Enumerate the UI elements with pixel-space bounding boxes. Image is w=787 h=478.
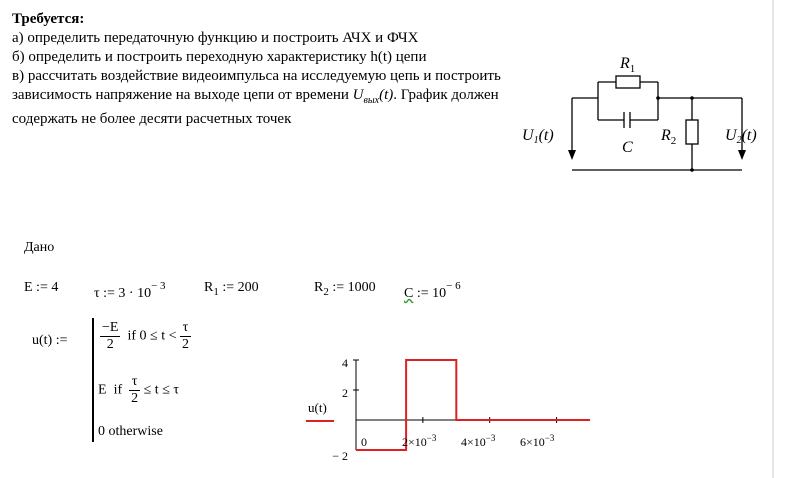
given-label: Дано [24, 240, 55, 255]
task-item-b: б) определить и построить переходную характеристику h(t) цепи [12, 49, 427, 65]
task-heading: Требуется: [12, 11, 85, 27]
ytick-neg2: − 2 [332, 449, 348, 463]
capacitor-label: C [622, 139, 633, 156]
output-arrow-icon [738, 150, 746, 160]
task-item-c [12, 67, 517, 129]
given-c: C := $10^{- 6}$ [404, 280, 461, 301]
task-item-a: а) определить передаточную функцию и построить АЧХ и ФЧХ [12, 30, 419, 46]
r1-label: $R_1$ [620, 55, 636, 75]
resistor-r1 [616, 76, 640, 88]
piecewise-brace [92, 318, 96, 442]
case-1: $\frac{-E}{2}$ if 0 ≤ t < $\frac{\tau}{2}$ [102, 320, 189, 352]
input-arrow-icon [568, 150, 576, 160]
circuit-diagram [520, 40, 770, 190]
xtick-2e-3: $2\times 10^{-3}$ [402, 433, 437, 449]
given-tau: τ := $3 \cdot 10^{- 3}$ [94, 280, 166, 301]
case-2: E if $\frac{\tau}{2}$ ≤ t ≤ τ [98, 374, 180, 406]
task-description [12, 10, 517, 129]
given-e: E := 4 [24, 280, 59, 295]
case-3: 0 otherwise [98, 424, 163, 439]
r2-label: $R_2$ [661, 127, 677, 147]
output-voltage-symbol: $U_{вых}(t)$ [352, 87, 394, 106]
given-r2: $R_2$ := 1000 [314, 280, 376, 298]
xtick-4e-3: $4\times 10^{-3}$ [461, 433, 496, 449]
given-r1: $R_1$ := 200 [204, 280, 259, 298]
plot-ylabel: u(t) [308, 400, 327, 415]
ytick-2: 2 [342, 386, 348, 400]
ytick-4: 4 [342, 356, 348, 370]
pulse-plot [330, 350, 600, 470]
page-margin-line [772, 0, 774, 478]
task-item-c-tail: . График должен содержать не более десяти расчетных точек [12, 87, 499, 127]
task-item-c-text: в) рассчитать воздействие видеоимпульса на исследуемую цепь и построить зависимость напряжение на выходе цепи от времени [12, 68, 501, 103]
u-function-lhs: u(t) := [32, 333, 68, 348]
resistor-r2 [686, 120, 698, 144]
u1-label: U1(t) [522, 127, 554, 146]
xtick-0: 0 [361, 435, 367, 449]
xtick-6e-3: $6\times 10^{-3}$ [520, 433, 555, 449]
u2-label: U2(t) [725, 127, 757, 146]
